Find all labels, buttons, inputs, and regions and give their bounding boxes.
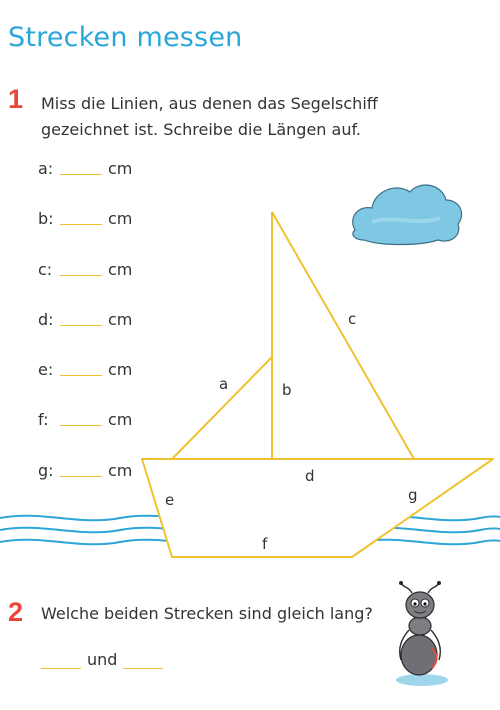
row-letter: b: (38, 209, 54, 228)
task-number-1: 1 (8, 84, 24, 114)
unit-label: cm (108, 360, 133, 379)
line-label-e: e (165, 491, 175, 509)
instruction-line-1: Miss die Linien, aus denen das Segelschiff (41, 94, 378, 113)
unit-label: cm (108, 461, 133, 480)
line-label-b: b (282, 381, 292, 399)
row-letter: f: (38, 410, 49, 429)
unit-label: cm (108, 260, 133, 279)
unit-label: cm (108, 410, 133, 429)
row-letter: d: (38, 310, 54, 329)
line-label-a: a (219, 375, 229, 393)
line-label-d: d (305, 467, 315, 485)
row-letter: a: (38, 159, 54, 178)
instruction-line-2: gezeichnet ist. Schreibe die Längen auf. (41, 120, 362, 139)
answer-blank-first[interactable] (41, 667, 81, 669)
page-title: Strecken messen (8, 22, 243, 53)
row-letter: g: (38, 461, 54, 480)
connector-word: und (87, 650, 118, 669)
unit-label: cm (108, 159, 133, 178)
cloud-icon (353, 185, 462, 244)
task2-answer-row (41, 650, 169, 669)
line-label-g: g (408, 486, 418, 504)
answer-blank-second[interactable] (123, 667, 163, 669)
task2-question: Welche beiden Strecken sind gleich lang? (41, 604, 373, 623)
ship-lines (142, 212, 493, 557)
unit-label: cm (108, 310, 133, 329)
row-letter: c: (38, 260, 53, 279)
task-number-2: 2 (8, 597, 24, 627)
line-label-c: c (348, 310, 357, 328)
row-letter: e: (38, 360, 54, 379)
ant-mascot-icon (396, 581, 448, 686)
unit-label: cm (108, 209, 133, 228)
line-label-f: f (262, 535, 268, 553)
